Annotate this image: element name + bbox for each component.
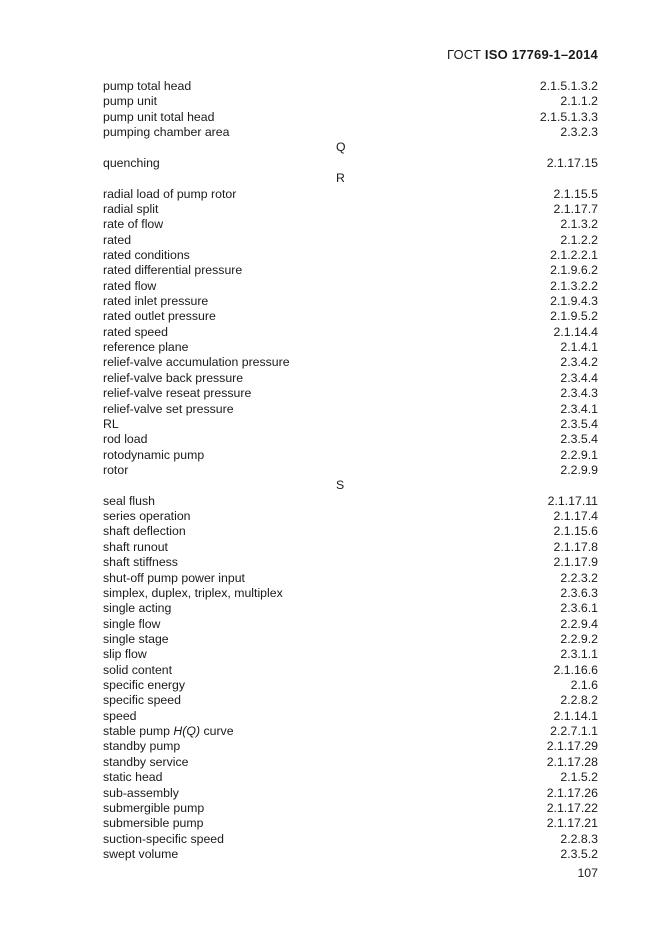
index-term-text: sub-assembly: [103, 785, 179, 800]
index-entry: [103, 79, 598, 94]
header-standard: ISO 17769-1–2014: [484, 47, 598, 62]
index-term-text: single flow: [103, 616, 161, 631]
index-term-text: rated flow: [103, 278, 157, 293]
index-entry: [103, 494, 598, 509]
index-entry: [103, 571, 598, 586]
index-entry: [103, 125, 598, 140]
index-entry: [103, 555, 598, 570]
index-term-text: pump unit total head: [103, 109, 215, 124]
index-term-text: rated conditions: [103, 247, 190, 262]
index-term-text: relief-valve accumulation pressure: [103, 355, 290, 370]
index-ref-number: 2.1.4.1: [560, 340, 598, 355]
index-term-text: rotor: [103, 462, 129, 477]
index-term-text: seal flush: [103, 493, 155, 508]
index-entry: [103, 647, 598, 662]
index-term-text: speed: [103, 708, 137, 723]
index-entry: [103, 847, 598, 862]
index-term-text: pump unit: [103, 94, 158, 109]
index-entry: [103, 417, 598, 432]
index-ref-number: 2.3.5.2: [560, 846, 598, 861]
index-term: [103, 233, 131, 248]
index-term: [103, 632, 169, 647]
index-term: [103, 110, 214, 125]
index-entry: [103, 340, 598, 355]
index-term-text: pump total head: [103, 79, 192, 93]
index-term-text: single acting: [103, 601, 172, 616]
index-entry: [103, 770, 598, 785]
index-entry: [103, 325, 598, 340]
page-number: 107: [577, 866, 598, 880]
index-term-text: rotodynamic pump: [103, 447, 205, 462]
index-term-text: radial load of pump rotor: [103, 186, 237, 201]
index-letter-heading: R: [336, 171, 345, 186]
index-term: [103, 79, 191, 94]
index-entry: [103, 709, 598, 724]
index-ref-number: 2.3.6.3: [560, 585, 598, 600]
index-ref-number: 2.1.17.21: [546, 816, 598, 831]
index-term: [103, 601, 171, 616]
index-ref-number: 2.2.8.3: [560, 831, 598, 846]
index-term: [103, 294, 208, 309]
index-term: [103, 617, 160, 632]
index-ref-number: 2.1.14.4: [553, 324, 598, 339]
index-ref-number: 2.2.9.2: [560, 631, 598, 646]
index-entry: [103, 724, 598, 739]
index-ref-number: 2.1.9.5.2: [550, 309, 598, 324]
index-ref-number: 2.1.17.4: [553, 509, 598, 524]
index-term-text: shaft stiffness: [103, 555, 178, 570]
index-term-text: shut-off pump power input: [103, 570, 245, 585]
index-entry: [103, 678, 598, 693]
index-ref-number: 2.1.17.28: [546, 754, 598, 769]
index-term-text: solid content: [103, 662, 173, 677]
index-ref-number: 2.1.17.8: [553, 539, 598, 554]
index-term-italic: H(Q): [173, 724, 201, 739]
index-term-text: submergible pump: [103, 800, 205, 815]
index-entry: [103, 187, 598, 202]
index-term-text: rated inlet pressure: [103, 294, 209, 309]
index-term: [103, 248, 190, 263]
index-ref-number: 2.1.5.1.3.3: [539, 109, 598, 124]
index-letter-heading: Q: [336, 140, 346, 155]
index-entry: [103, 371, 598, 386]
index-term-text: quenching: [103, 155, 160, 170]
index-term-text: rated outlet pressure: [103, 309, 216, 324]
index-term-text: simplex, duplex, triplex, multiplex: [103, 585, 283, 600]
index-term-suffix: curve: [200, 724, 234, 739]
index-entry: [103, 524, 598, 539]
index-entry: [103, 202, 598, 217]
index-term: [103, 832, 224, 847]
index-entry: [103, 263, 598, 278]
index-letter-heading: S: [336, 478, 345, 493]
index-term: [103, 755, 188, 770]
index-term-text: rated speed: [103, 324, 168, 339]
index-entry: [103, 786, 598, 801]
index-entry: [103, 217, 598, 232]
index-term-text: submersible pump: [103, 816, 204, 831]
index-ref-number: 2.1.15.6: [553, 524, 598, 539]
index-entry: [103, 233, 598, 248]
index-term: [103, 202, 158, 217]
index-term: [103, 494, 155, 509]
index-ref-number: 2.3.5.4: [560, 416, 598, 431]
index-term: [103, 816, 203, 831]
index-ref-number: 2.2.9.1: [560, 447, 598, 462]
index-entry: [103, 801, 598, 816]
index-term-text: relief-valve back pressure: [103, 370, 244, 385]
index-term-text: relief-valve reseat pressure: [103, 386, 252, 401]
index-entry: [103, 432, 598, 447]
index-entry: [103, 110, 598, 125]
index-term-text: slip flow: [103, 647, 147, 662]
index-term-text: rated differential pressure: [103, 263, 243, 278]
index-term-text: stable pump: [103, 724, 174, 739]
index-ref-number: 2.1.17.7: [553, 201, 598, 216]
index-term: [103, 156, 160, 171]
index-term-text: radial split: [103, 201, 159, 216]
index-term: [103, 340, 188, 355]
index-term: [103, 555, 178, 570]
index-ref-number: 2.3.4.3: [560, 386, 598, 401]
index-ref-number: 2.2.8.2: [560, 693, 598, 708]
index-ref-number: 2.3.1.1: [560, 647, 598, 662]
index-entry: [103, 540, 598, 555]
index-term-text: suction-specific speed: [103, 831, 224, 846]
index-term-text: standby pump: [103, 739, 181, 754]
index-entry: [103, 279, 598, 294]
index-ref-number: 2.1.3.2: [560, 217, 598, 232]
index-entry: [103, 156, 598, 171]
index-term-text: reference plane: [103, 340, 189, 355]
index-term: [103, 786, 179, 801]
index-term: [103, 540, 168, 555]
index-term-text: rated: [103, 232, 132, 247]
index-term-text: single stage: [103, 631, 169, 646]
index-term: [103, 647, 147, 662]
index-term-text: RL: [103, 416, 119, 431]
index-entry: [103, 586, 598, 601]
index-term: [103, 847, 178, 862]
index-ref-number: 2.1.2.2.1: [550, 247, 598, 262]
index-term: [103, 309, 216, 324]
index-entry: [103, 832, 598, 847]
alphabetical-index: [103, 79, 598, 862]
page-header: [447, 47, 598, 62]
index-term-text: shaft runout: [103, 539, 168, 554]
index-entry: [103, 248, 598, 263]
index-entry: [103, 355, 598, 370]
index-ref-number: 2.1.1.2: [560, 94, 598, 109]
index-term-text: rate of flow: [103, 217, 164, 232]
index-term-text: rod load: [103, 432, 148, 447]
index-ref-number: 2.1.14.1: [553, 708, 598, 723]
index-ref-number: 2.1.5.2: [560, 770, 598, 785]
index-term: [103, 509, 191, 524]
index-entry: [103, 448, 598, 463]
index-term: [103, 371, 243, 386]
index-entry: [103, 463, 598, 478]
index-entry: [103, 739, 598, 754]
index-ref-number: 2.1.17.15: [546, 155, 598, 170]
index-term-text: shaft deflection: [103, 524, 186, 539]
index-term: [103, 448, 204, 463]
index-entry: [103, 632, 598, 647]
index-term-text: static head: [103, 770, 163, 785]
index-term: [103, 709, 137, 724]
index-term: [103, 678, 185, 693]
index-ref-number: 2.1.17.22: [546, 800, 598, 815]
index-ref-number: 2.1.15.5: [553, 186, 598, 201]
index-term: [103, 94, 157, 109]
index-term: [103, 770, 162, 785]
index-ref-number: 2.1.16.6: [553, 662, 598, 677]
index-term-text: specific speed: [103, 693, 181, 708]
index-term-text: standby service: [103, 754, 189, 769]
index-ref-number: 2.3.6.1: [560, 601, 598, 616]
index-term: [103, 417, 119, 432]
index-term: [103, 263, 242, 278]
index-term-text: specific energy: [103, 678, 186, 693]
index-term: [103, 663, 172, 678]
index-ref-number: 2.1.2.2: [560, 232, 598, 247]
index-term: [103, 463, 128, 478]
index-term: [103, 402, 234, 417]
index-ref-number: 2.1.9.6.2: [550, 263, 598, 278]
index-term: [103, 187, 236, 202]
index-ref-number: 2.3.4.4: [560, 370, 598, 385]
index-term: [103, 724, 234, 739]
index-term: [103, 386, 251, 401]
index-term: [103, 217, 163, 232]
index-entry: [103, 816, 598, 831]
index-ref-number: 2.2.7.1.1: [550, 724, 598, 739]
index-ref-number: 2.1.5.1.3.2: [539, 79, 598, 93]
index-entry: [103, 601, 598, 616]
index-entry: [103, 294, 598, 309]
index-ref-number: 2.1.17.29: [546, 739, 598, 754]
header-prefix: ГОСТ: [446, 47, 482, 62]
index-entry: [103, 755, 598, 770]
index-ref-number: 2.3.5.4: [560, 432, 598, 447]
index-ref-number: 2.2.9.9: [560, 462, 598, 477]
index-ref-number: 2.1.3.2.2: [550, 278, 598, 293]
index-ref-number: 2.1.17.26: [546, 785, 598, 800]
index-term: [103, 325, 168, 340]
index-ref-number: 2.3.4.1: [560, 401, 598, 416]
index-term-text: series operation: [103, 509, 191, 524]
index-term-text: pumping chamber area: [103, 125, 230, 140]
index-ref-number: 2.1.17.11: [547, 493, 598, 508]
index-entry: [103, 663, 598, 678]
index-term: [103, 586, 283, 601]
index-entry: [103, 94, 598, 109]
index-term: [103, 432, 147, 447]
index-term: [103, 571, 245, 586]
index-entry: [103, 509, 598, 524]
index-ref-number: 2.3.4.2: [560, 355, 598, 370]
index-term: [103, 279, 156, 294]
index-entry: [103, 693, 598, 708]
index-term: [103, 125, 229, 140]
index-term: [103, 739, 180, 754]
index-entry: [103, 309, 598, 324]
index-term: [103, 524, 186, 539]
index-ref-number: 2.1.6: [570, 678, 598, 693]
index-ref-number: 2.1.9.4.3: [550, 294, 598, 309]
index-term-text: swept volume: [103, 846, 179, 861]
index-ref-number: 2.2.3.2: [560, 570, 598, 585]
index-entry: [103, 386, 598, 401]
index-entry: [103, 617, 598, 632]
index-term-text: relief-valve set pressure: [103, 401, 234, 416]
index-term: [103, 693, 181, 708]
index-ref-number: 2.2.9.4: [560, 616, 598, 631]
index-term: [103, 801, 204, 816]
index-ref-number: 2.3.2.3: [560, 125, 598, 140]
index-entry: [103, 402, 598, 417]
index-term: [103, 355, 290, 370]
index-ref-number: 2.1.17.9: [553, 555, 598, 570]
